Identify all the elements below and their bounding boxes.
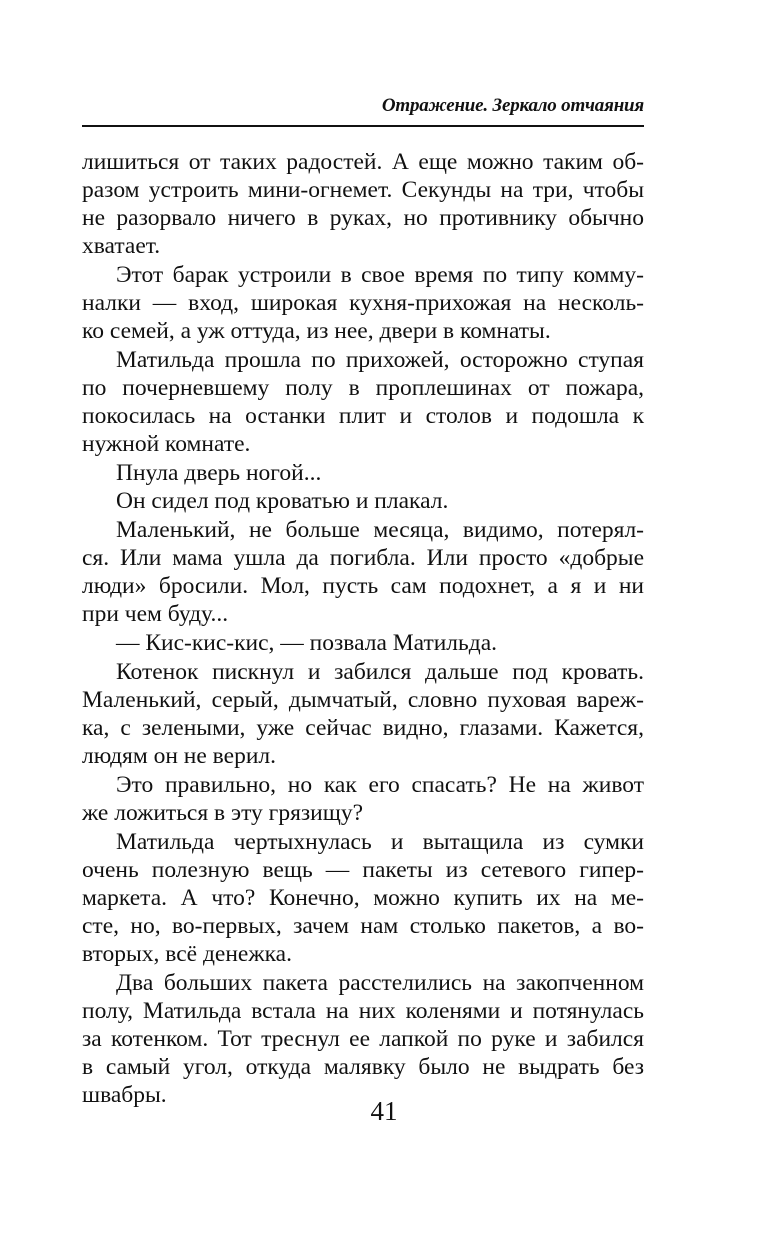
- text-line: по почерневшему полу в проплешинах от пожара,: [82, 375, 644, 401]
- text-line: за котенком. Тот треснул ее лапкой по руке и забился: [82, 1026, 644, 1052]
- text-line: не разорвало ничего в руках, но противнику обычно: [82, 205, 644, 231]
- text-line: очень полезную вещь — пакеты из сетевого гипер-: [82, 857, 644, 883]
- text-line: при чем буду...: [82, 601, 229, 627]
- text-line: нужной комнате.: [82, 431, 251, 457]
- text-line: Он сидел под кроватью и плакал.: [116, 488, 449, 514]
- text-line: — Кис-кис-кис, — позвала Матильда.: [116, 630, 498, 656]
- text-line: ка, с зелеными, уже сейчас видно, глазами. Кажется,: [82, 715, 644, 741]
- text-line: покосилась на останки плит и столов и подошла к: [82, 403, 644, 429]
- text-line: Этот барак устроили в свое время по типу комму-: [116, 262, 644, 288]
- text-line: Матильда прошла по прихожей, осторожно ступая: [116, 347, 644, 373]
- text-line: Маленький, не больше месяца, видимо, потерял-: [116, 517, 644, 543]
- text-line: ко семей, а уж оттуда, из нее, двери в комнаты.: [82, 318, 551, 344]
- text-line: Пнула дверь ногой...: [116, 460, 322, 486]
- text-line: Котенок пискнул и забился дальше под кровать.: [116, 659, 644, 685]
- text-line: Маленький, серый, дымчатый, словно пуховая вареж-: [82, 687, 644, 713]
- text-line: швабры.: [82, 1082, 167, 1108]
- page-number: 41: [370, 1096, 398, 1126]
- text-line: Два больших пакета расстелились на закопченном: [116, 970, 644, 996]
- text-line: лишиться от таких радостей. А еще можно таким об-: [82, 149, 644, 175]
- header-rule: [82, 125, 644, 127]
- text-line: сте, но, во-первых, зачем нам столько пакетов, а во-: [82, 913, 644, 939]
- running-head: Отражение. Зеркало отчаяния: [381, 95, 644, 116]
- text-line: ся. Или мама ушла да погибла. Или просто «добрые: [82, 545, 644, 571]
- text-line: же ложиться в эту грязищу?: [82, 800, 364, 826]
- text-line: хватает.: [82, 233, 161, 259]
- text-line: людям он не верил.: [82, 743, 277, 769]
- text-line: Это правильно, но как его спасать? Не на живот: [116, 772, 644, 798]
- text-line: Матильда чертыхнулась и вытащила из сумки: [116, 829, 644, 855]
- text-line: полу, Матильда встала на них коленями и потянулась: [82, 998, 644, 1024]
- text-line: маркета. А что? Конечно, можно купить их на ме-: [82, 885, 644, 911]
- text-line: разом устроить мини-огнемет. Секунды на три, чтобы: [82, 177, 644, 203]
- text-line: люди» бросили. Мол, пусть сам подохнет, а я и ни: [82, 573, 644, 599]
- text-line: в самый угол, откуда малявку было не выдрать без: [82, 1054, 644, 1080]
- text-line: налки — вход, широкая кухня-прихожая на несколь-: [82, 290, 644, 316]
- text-line: вторых, всё денежка.: [82, 941, 292, 967]
